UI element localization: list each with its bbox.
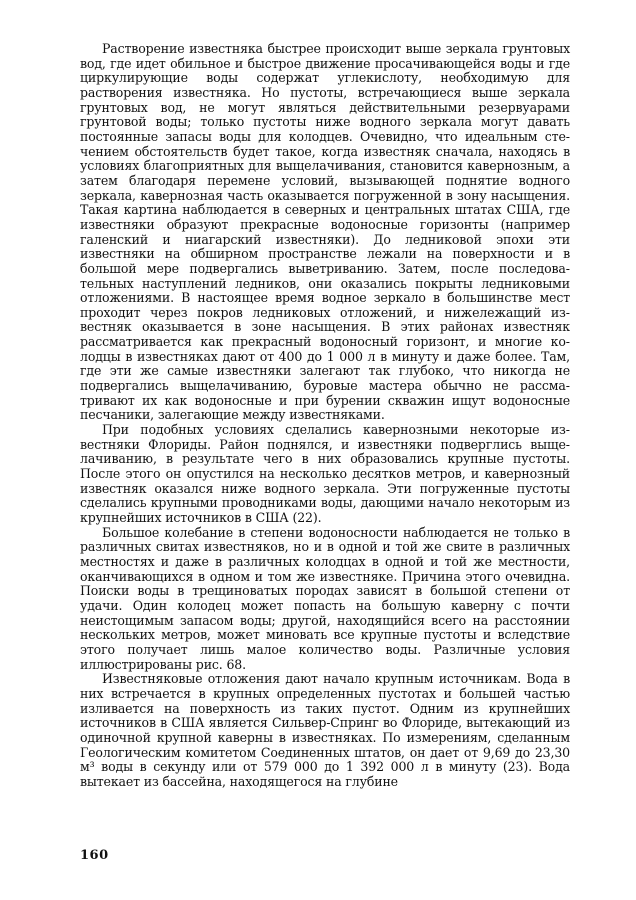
body-text bbox=[80, 42, 570, 789]
paragraph-1: Растворение известняка быстрее происходит выше зеркала грунтовых вод, где идет обильное и быстрое движение просачивающейся воды и где циркулирующие воды содержат углекислоту, необходимую для растворения известняка. Но пустоты, встречающиеся выше зеркала грунтовых вод, не могут являться действительными резервуарами грунтовой воды; только пустоты ниже водного зеркала могут давать постоянные запасы воды для колодцев. Очевидно, что идеальным стечением обстоятельств будет такое, когда известняк сначала, находясь в условиях благоприятных для выщелачивания, становится кавернозным, а затем благодаря перемене условий, вызывающей поднятие водного зеркала, кавернозная часть оказывается погруженной в зону насыщения. Такая картина наблюдается в северных и центральных штатах США, где известняки образуют прекрасные водоносные горизонты (например галенский и ниагарский известняки). До ледниковой эпохи эти известняки на обширном пространстве лежали на поверхности и в большой мере подвергались выветриванию. Затем, после последовательных наступлений ледников, они оказались покрыты ледниковыми отложениями. В настоящее время водное зеркало в большинстве мест проходит через покров ледниковых отложений, и нижележащий известняк оказывается в зоне насыщения. В этих районах известняк рассматривается как прекрасный водоносный горизонт, и многие колодцы в известняках дают от 400 до 1 000 л в минуту и даже более. Там, где эти же самые известняки залегают так глубоко, что никогда не подвергались выщелачиванию, буровые мастера обычно не рассматривают их как водоносные и при бурении скважин ищут водоносные песчаники, залегающие между известняками. bbox=[80, 41, 570, 423]
paragraph-2: При подобных условиях сделались кавернозными некоторые известняки Флориды. Район поднялся, и известняки подверглись выщелачиванию, в результате чего в них образовались крупные пустоты. После этого он опустился на несколько десятков метров, и кавернозный известняк оказался ниже водного зеркала. Эти погруженные пустоты сделались крупными проводниками воды, дающими начало некоторым из крупнейших источников в США (22). bbox=[80, 422, 570, 525]
paragraph-3: Большое колебание в степени водоносности наблюдается не только в различных свитах известняков, но и в одной и той же свите в различных местностях и даже в различных колодцах в одной и той же местности, оканчивающихся в одном и том же известняке. Причина этого очевидна. Поиски воды в трещиноватых породах зависят в большой степени от удачи. Один колодец может попасть на большую каверну с почти неистощимым запасом воды; другой, находящийся всего на расстоянии нескольких метров, может миновать все крупные пустоты и вследствие этого получает лишь малое количество воды. Различные условия иллюстрированы рис. 68. bbox=[80, 524, 570, 672]
page-number: 160 bbox=[80, 848, 109, 863]
paragraph-4: Известняковые отложения дают начало крупным источникам. Вода в них встречается в крупных определенных пустотах и большей частью изливается на поверхность из таких пустот. Одним из крупнейших источников в США является Сильвер-Спринг во Флориде, вытекающий из одиночной крупной каверны в известняках. По измерениям, сделанным Геологическим комитетом Соединенных штатов, он дает от 9,69 до 23,30 м³ воды в секунду или от 579 000 до 1 392 000 л в минуту (23). Вода вытекает из бассейна, находящегося на глубине bbox=[80, 671, 570, 789]
